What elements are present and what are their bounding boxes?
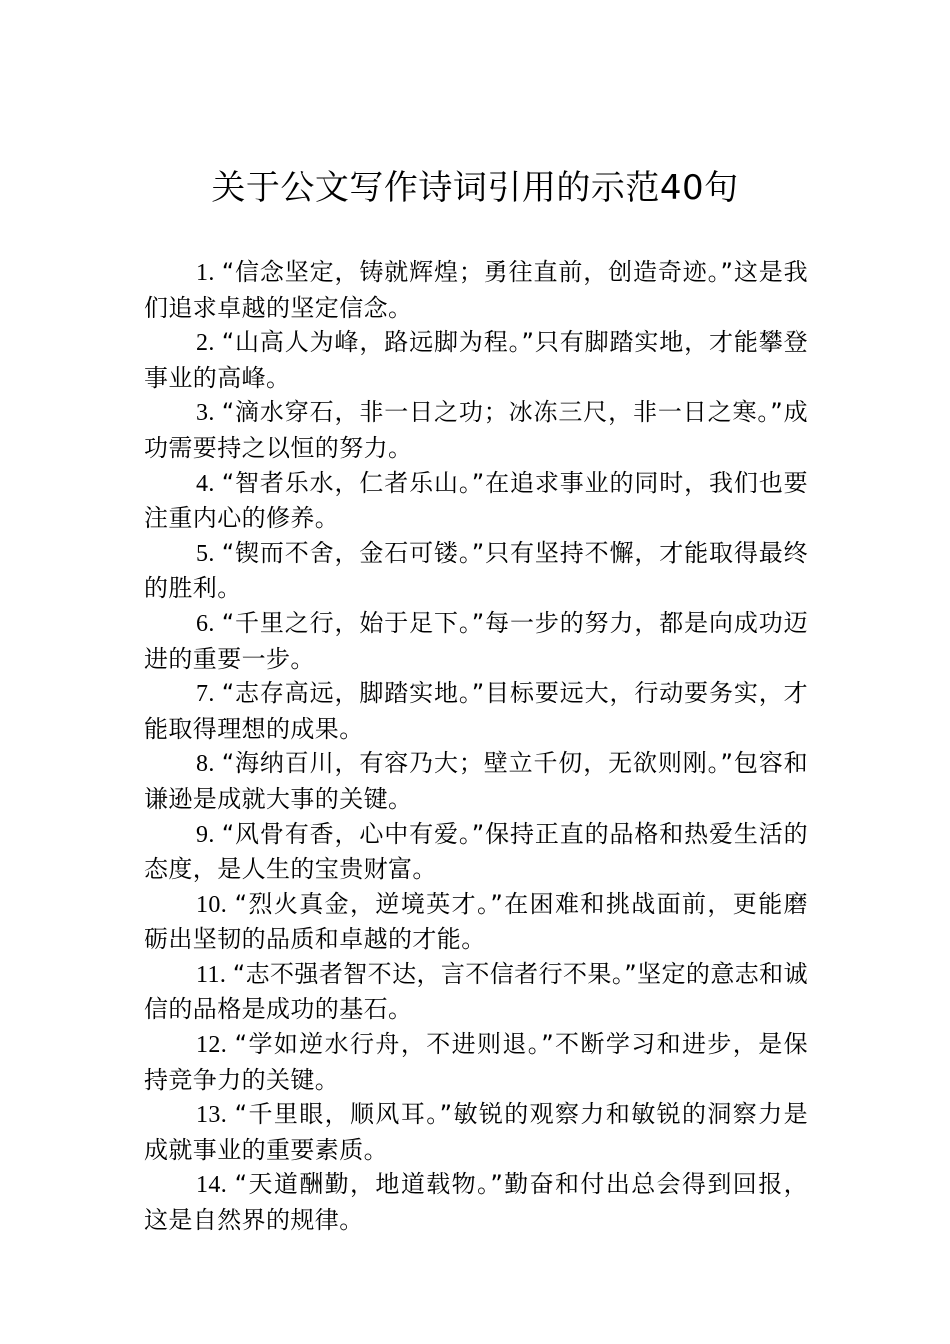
item-number: 6. xyxy=(196,610,222,637)
quote-item-4 xyxy=(144,466,808,536)
quote-item-3 xyxy=(144,395,808,465)
item-text: “天道酬勤，地道载物。”勤奋和付出总会得到回报，这是自然界的规律。 xyxy=(144,1170,808,1235)
quote-item-1 xyxy=(144,255,808,325)
quote-item-8 xyxy=(144,746,808,816)
item-text: “千里之行，始于足下。”每一步的努力，都是向成功迈进的重要一步。 xyxy=(144,608,808,673)
item-number: 2. xyxy=(196,330,222,357)
item-text: “志存高远，脚踏实地。”目标要远大，行动要务实，才能取得理想的成果。 xyxy=(144,679,808,743)
quote-item-14 xyxy=(144,1167,808,1237)
item-number: 11. xyxy=(196,961,233,988)
item-number: 4. xyxy=(196,470,222,497)
item-text: “烈火真金，逆境英才。”在困难和挑战面前，更能磨砺出坚韧的品质和卓越的才能。 xyxy=(144,889,808,954)
item-number: 8. xyxy=(196,751,222,778)
quote-item-6 xyxy=(144,606,808,676)
item-number: 5. xyxy=(196,540,222,567)
item-text: “志不强者智不达，言不信者行不果。”坚定的意志和诚信的品格是成功的基石。 xyxy=(144,959,808,1024)
document-title: 关于公文写作诗词引用的示范40句 xyxy=(211,168,739,208)
quote-item-11 xyxy=(144,957,808,1027)
quote-item-12 xyxy=(144,1027,808,1097)
quote-item-2 xyxy=(144,325,808,395)
item-text: “千里眼，顺风耳。”敏锐的观察力和敏锐的洞察力是成就事业的重要素质。 xyxy=(144,1100,808,1164)
quote-item-9 xyxy=(144,817,808,887)
item-number: 14. xyxy=(196,1172,235,1199)
item-number: 12. xyxy=(196,1032,235,1059)
document-body xyxy=(144,255,808,1238)
item-text: “风骨有香，心中有爱。”保持正直的品格和热爱生活的态度，是人生的宝贵财富。 xyxy=(144,819,808,884)
item-text: “滴水穿石，非一日之功；冰冻三尺，非一日之寒。”成功需要持之以恒的努力。 xyxy=(144,398,808,462)
item-number: 9. xyxy=(196,821,222,848)
item-number: 3. xyxy=(196,400,222,427)
item-text: “智者乐水，仁者乐山。”在追求事业的同时，我们也要注重内心的修养。 xyxy=(144,468,808,533)
quote-item-7 xyxy=(144,676,808,746)
item-number: 10. xyxy=(196,891,235,918)
item-number: 7. xyxy=(196,681,222,708)
quote-item-13 xyxy=(144,1097,808,1167)
quote-item-5 xyxy=(144,536,808,606)
item-text: “海纳百川，有容乃大；壁立千仞，无欲则刚。”包容和谦逊是成就大事的关键。 xyxy=(144,749,808,813)
item-text: “山高人为峰，路远脚为程。”只有脚踏实地，才能攀登事业的高峰。 xyxy=(144,328,808,392)
item-text: “信念坚定，铸就辉煌；勇往直前，创造奇迹。”这是我们追求卓越的坚定信念。 xyxy=(144,258,808,322)
item-text: “学如逆水行舟，不进则退。”不断学习和进步，是保持竞争力的关键。 xyxy=(144,1030,808,1094)
item-text: “锲而不舍，金石可镂。”只有坚持不懈，才能取得最终的胜利。 xyxy=(144,538,808,603)
item-number: 13. xyxy=(196,1102,235,1129)
quote-item-10 xyxy=(144,887,808,957)
item-number: 1. xyxy=(196,260,222,286)
